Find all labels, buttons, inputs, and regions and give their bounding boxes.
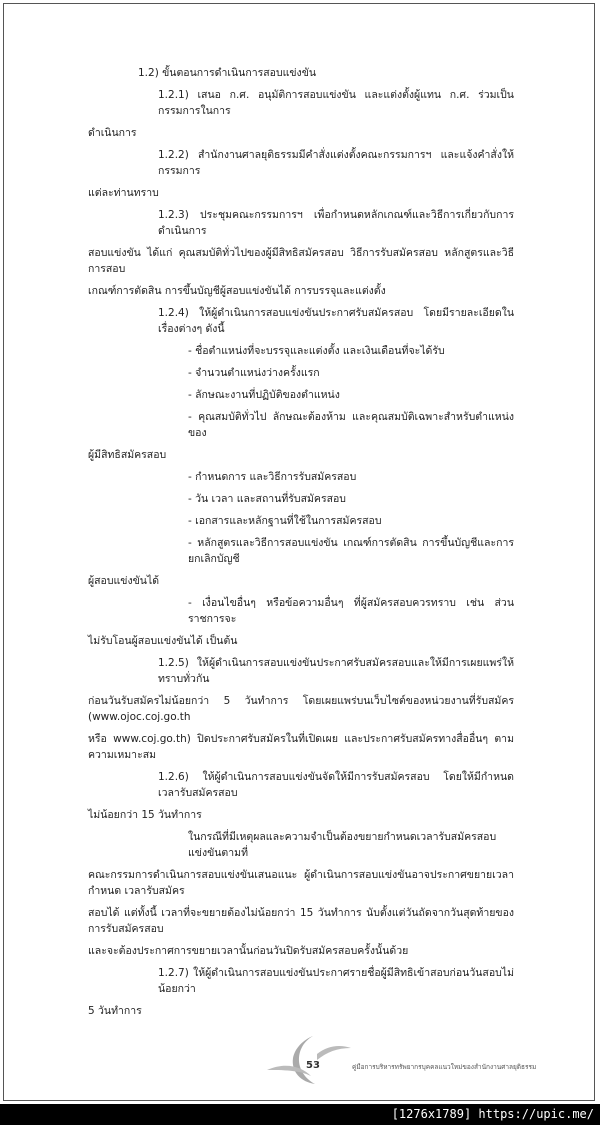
page-footer (0, 1032, 600, 1092)
text-line: ไม่น้อยกว่า 15 วันทำการ (88, 809, 202, 821)
text-line: 1.2.5) ให้ผู้ดำเนินการสอบแข่งขันประกาศรับสมัครสอบและให้มีการเผยแพร่ให้ทราบทั่วกัน (158, 657, 514, 685)
text-line: และจะต้องประกาศการขยายเวลานั้นก่อนวันปิดรับสมัครสอบครั้งนั้นด้วย (88, 945, 409, 957)
image-host-label: [1276x1789] https://upic.me/ (391, 1107, 594, 1121)
text-line: ก่อนวันรับสมัครไม่น้อยกว่า 5 วันทำการ โดยเผยแพร่บนเว็บไซต์ของหน่วยงานที่รับสมัคร (www.ojoc.coj.go.th (88, 695, 514, 723)
text-line: เกณฑ์การตัดสิน การขึ้นบัญชีผู้สอบแข่งขันได้ การบรรจุและแต่งตั้ง (88, 285, 386, 297)
text-line: คณะกรรมการดำเนินการสอบแข่งขันเสนอแนะ ผู้ดำเนินการสอบแข่งขันอาจประกาศขยายเวลากำหนด เวลารับสมัคร (88, 869, 514, 897)
image-host-bar (0, 1104, 600, 1125)
document-body (88, 62, 514, 1022)
text-line: ผู้สอบแข่งขันได้ (88, 575, 160, 587)
text-line: สอบแข่งขัน ได้แก่ คุณสมบัติทั่วไปของผู้มีสิทธิสมัครสอบ วิธีการรับสมัครสอบ หลักสูตรและวิธีการสอบ (88, 247, 514, 275)
text-line: 1.2.3) ประชุมคณะกรรมการฯ เพื่อกำหนดหลักเกณฑ์และวิธีการเกี่ยวกับการดำเนินการ (158, 209, 514, 237)
text-line: 5 วันทำการ (88, 1005, 142, 1017)
text-line: - เอกสารและหลักฐานที่ใช้ในการสมัครสอบ (188, 515, 382, 527)
text-line: - จำนวนตำแหน่งว่างครั้งแรก (188, 367, 320, 379)
text-line: 1.2.4) ให้ผู้ดำเนินการสอบแข่งขันประกาศรับสมัครสอบ โดยมีรายละเอียดในเรื่องต่างๆ ดังนี้ (158, 307, 514, 335)
text-line: 1.2.2) สำนักงานศาลยุติธรรมมีคำสั่งแต่งตั้งคณะกรรมการฯ และแจ้งคำสั่งให้กรรมการ (158, 149, 514, 177)
text-line: - หลักสูตรและวิธีการสอบแข่งขัน เกณฑ์การตัดสิน การขึ้นบัญชีและการยกเลิกบัญชี (188, 537, 514, 565)
text-line: - ลักษณะงานที่ปฏิบัติของตำแหน่ง (188, 389, 340, 401)
text-line: แต่ละท่านทราบ (88, 187, 159, 199)
footer-title: คู่มือการบริหารทรัพยากรบุคคลแนวใหม่ของสำนักงานศาลยุติธรรม (352, 1063, 537, 1071)
page-number: 53 (306, 1060, 320, 1071)
text-line: 1.2.1) เสนอ ก.ศ. อนุมัติการสอบแข่งขัน และแต่งตั้งผู้แทน ก.ศ. ร่วมเป็นกรรมการในการ (158, 89, 514, 117)
text-line: ในกรณีที่มีเหตุผลและความจำเป็นต้องขยายกำหนดเวลารับสมัครสอบแข่งขันตามที่ (188, 831, 497, 859)
text-line: ดำเนินการ (88, 127, 137, 139)
text-line: 1.2.6) ให้ผู้ดำเนินการสอบแข่งขันจัดให้มีการรับสมัครสอบ โดยให้มีกำหนดเวลารับสมัครสอบ (158, 771, 514, 799)
text-line: - วัน เวลา และสถานที่รับสมัครสอบ (188, 493, 346, 505)
text-line: ไม่รับโอนผู้สอบแข่งขันได้ เป็นต้น (88, 635, 238, 647)
text-line: สอบได้ แต่ทั้งนี้ เวลาที่จะขยายต้องไม่น้อยกว่า 15 วันทำการ นับตั้งแต่วันถัดจากวันสุดท้ายของการรับสมัครสอบ (88, 907, 514, 935)
text-line: หรือ www.coj.go.th) ปิดประกาศรับสมัครในที่เปิดเผย และประกาศรับสมัครทางสื่ออื่นๆ ตามความเหมาะสม (88, 733, 514, 761)
text-line: - เงื่อนไขอื่นๆ หรือข้อความอื่นๆ ที่ผู้สมัครสอบควรทราบ เช่น ส่วนราชการจะ (188, 597, 514, 625)
text-line: - กำหนดการ และวิธีการรับสมัครสอบ (188, 471, 357, 483)
text-line: 1.2.7) ให้ผู้ดำเนินการสอบแข่งขันประกาศรายชื่อผู้มีสิทธิเข้าสอบก่อนวันสอบไม่น้อยกว่า (158, 967, 514, 995)
text-line: - ชื่อตำแหน่งที่จะบรรจุและแต่งตั้ง และเงินเดือนที่จะได้รับ (188, 345, 445, 357)
text-line: - คุณสมบัติทั่วไป ลักษณะต้องห้าม และคุณสมบัติเฉพาะสำหรับตำแหน่งของ (188, 411, 514, 439)
text-line: ผู้มีสิทธิสมัครสอบ (88, 449, 167, 461)
text-line: 1.2) ขั้นตอนการดำเนินการสอบแข่งขัน (138, 67, 317, 79)
